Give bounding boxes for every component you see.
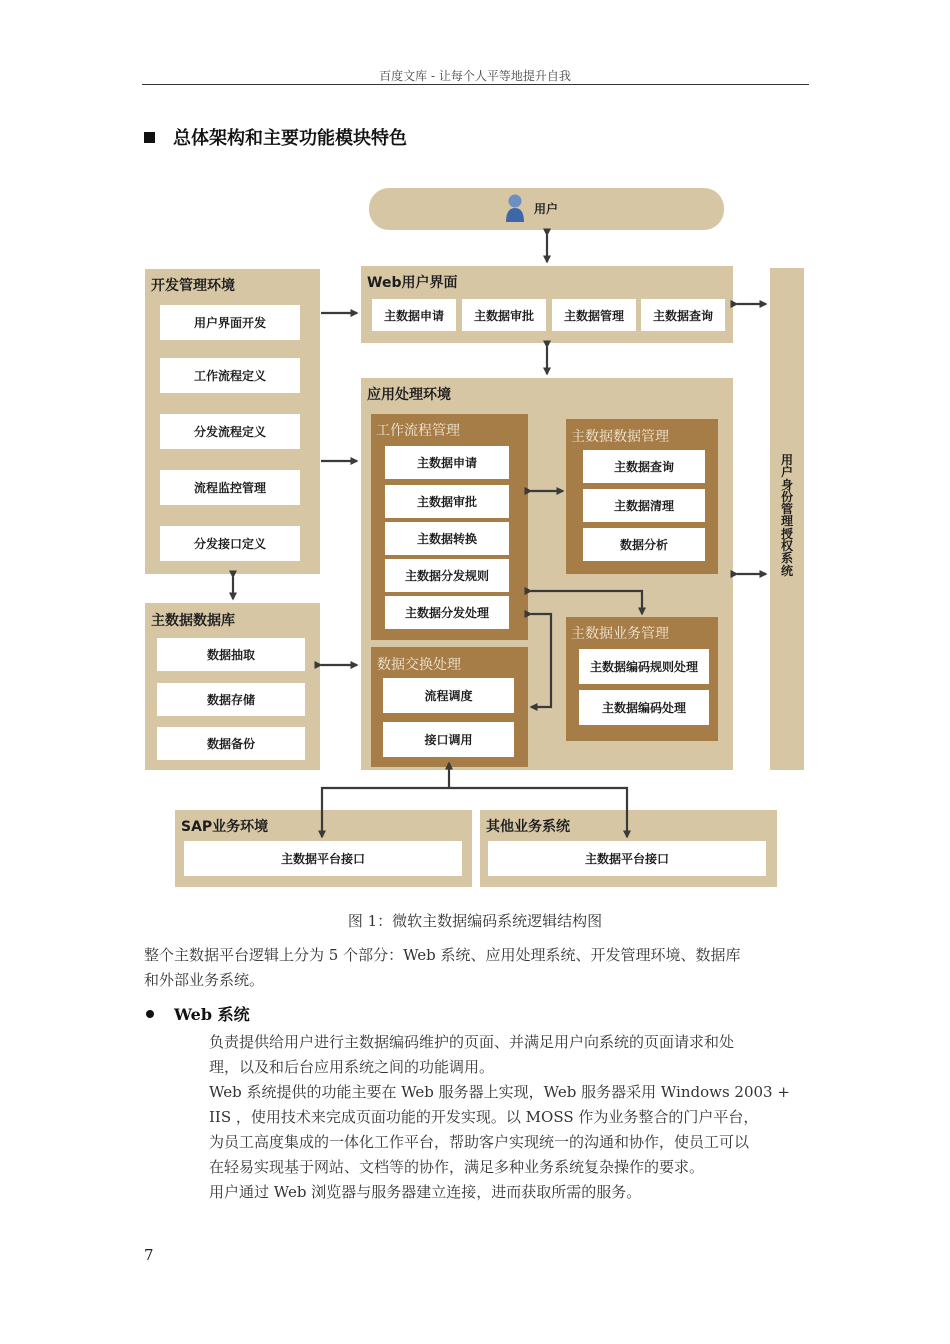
wf-item-dist-process: 主数据分发处理 xyxy=(385,596,509,629)
web-ui-title: Web用户界面 xyxy=(367,275,458,291)
section-title-text: 总体架构和主要功能模块特色 xyxy=(173,128,407,149)
figure-caption: 图 1：微软主数据编码系统逻辑结构图 xyxy=(347,912,603,930)
page-header: 百度文库 - 让每个人平等地提升自我 xyxy=(379,69,571,83)
wf-item-dist-rule: 主数据分发规则 xyxy=(385,559,509,592)
bullet-dot-icon xyxy=(146,1010,154,1018)
sap-interface: 主数据平台接口 xyxy=(184,841,462,876)
dev-item-dist-flow-def: 分发流程定义 xyxy=(160,414,300,449)
body-line-4: IIS ，使用技术来完成页面功能的开发实现。以 MOSS 作为业务整合的门户平台， xyxy=(209,1108,759,1126)
dev-item-ui-dev: 用户界面开发 xyxy=(160,305,300,340)
biz-mgmt-title: 主数据业务管理 xyxy=(571,626,669,642)
ex-item-schedule: 流程调度 xyxy=(383,678,514,713)
identity-label: 用户身份管理授权系统 xyxy=(780,453,793,578)
dm-item-cleanse: 主数据清理 xyxy=(583,489,705,522)
dm-item-query: 主数据查询 xyxy=(583,450,705,483)
user-label: 用户 xyxy=(534,202,559,216)
body-line-3: Web 系统提供的功能主要在 Web 服务器上实现，Web 服务器采用 Windows 2003 + xyxy=(209,1083,790,1101)
intro-line-2: 和外部业务系统。 xyxy=(144,971,265,989)
body-line-5: 为员工高度集成的一体化工作平台，帮助客户实现统一的沟通和协作，使员工可以 xyxy=(209,1133,750,1151)
biz-item-code-rule: 主数据编码规则处理 xyxy=(579,649,709,684)
data-mgmt-title: 主数据数据管理 xyxy=(571,429,669,445)
arrow-wf-exchange xyxy=(531,614,551,707)
exchange-title: 数据交换处理 xyxy=(377,657,461,673)
body-line-1: 负责提供给用户进行主数据编码维护的页面、并满足用户向系统的页面请求和处 xyxy=(209,1033,735,1051)
app-env-title: 应用处理环境 xyxy=(367,387,451,403)
biz-item-code-process: 主数据编码处理 xyxy=(579,690,709,725)
web-item-query: 主数据查询 xyxy=(641,299,725,331)
db-item-extract: 数据抽取 xyxy=(157,638,305,671)
db-item-store: 数据存储 xyxy=(157,683,305,716)
arrow-wf-bizmgmt xyxy=(531,591,642,614)
body-line-7: 用户通过 Web 浏览器与服务器建立连接，进而获取所需的服务。 xyxy=(209,1183,642,1201)
database-title: 主数据数据库 xyxy=(151,613,235,629)
arrow-bus-sap xyxy=(322,788,449,837)
dm-item-analysis: 数据分析 xyxy=(583,528,705,561)
workflow-title: 工作流程管理 xyxy=(376,423,460,439)
db-item-backup: 数据备份 xyxy=(157,727,305,760)
wf-item-convert: 主数据转换 xyxy=(385,522,509,555)
body-line-2: 理，以及和后台应用系统之间的功能调用。 xyxy=(209,1058,495,1076)
wf-item-approve: 主数据审批 xyxy=(385,485,509,518)
web-item-apply: 主数据申请 xyxy=(372,299,456,331)
wf-item-apply: 主数据申请 xyxy=(385,446,509,479)
body-line-6: 在轻易实现基于网站、文档等的协作，满足多种业务系统复杂操作的要求。 xyxy=(209,1158,705,1176)
dev-item-flow-monitor: 流程监控管理 xyxy=(160,470,300,505)
sap-title: SAP业务环境 xyxy=(181,819,269,835)
page-number: 7 xyxy=(144,1246,154,1264)
web-item-approve: 主数据审批 xyxy=(462,299,546,331)
bullet-web-system xyxy=(146,1002,250,1025)
ex-item-interface-call: 接口调用 xyxy=(383,722,514,757)
dev-env-title: 开发管理环境 xyxy=(151,278,235,294)
other-title: 其他业务系统 xyxy=(486,819,570,835)
web-item-manage: 主数据管理 xyxy=(552,299,636,331)
dev-item-dist-interface: 分发接口定义 xyxy=(160,526,300,561)
arrow-bus-other xyxy=(449,788,627,837)
other-interface: 主数据平台接口 xyxy=(488,841,766,876)
bullet-label: Web 系统 xyxy=(174,1005,250,1024)
intro-line-1: 整个主数据平台逻辑上分为 5 个部分：Web 系统、应用处理系统、开发管理环境、数据库 xyxy=(144,946,741,964)
dev-item-workflow-def: 工作流程定义 xyxy=(160,358,300,393)
